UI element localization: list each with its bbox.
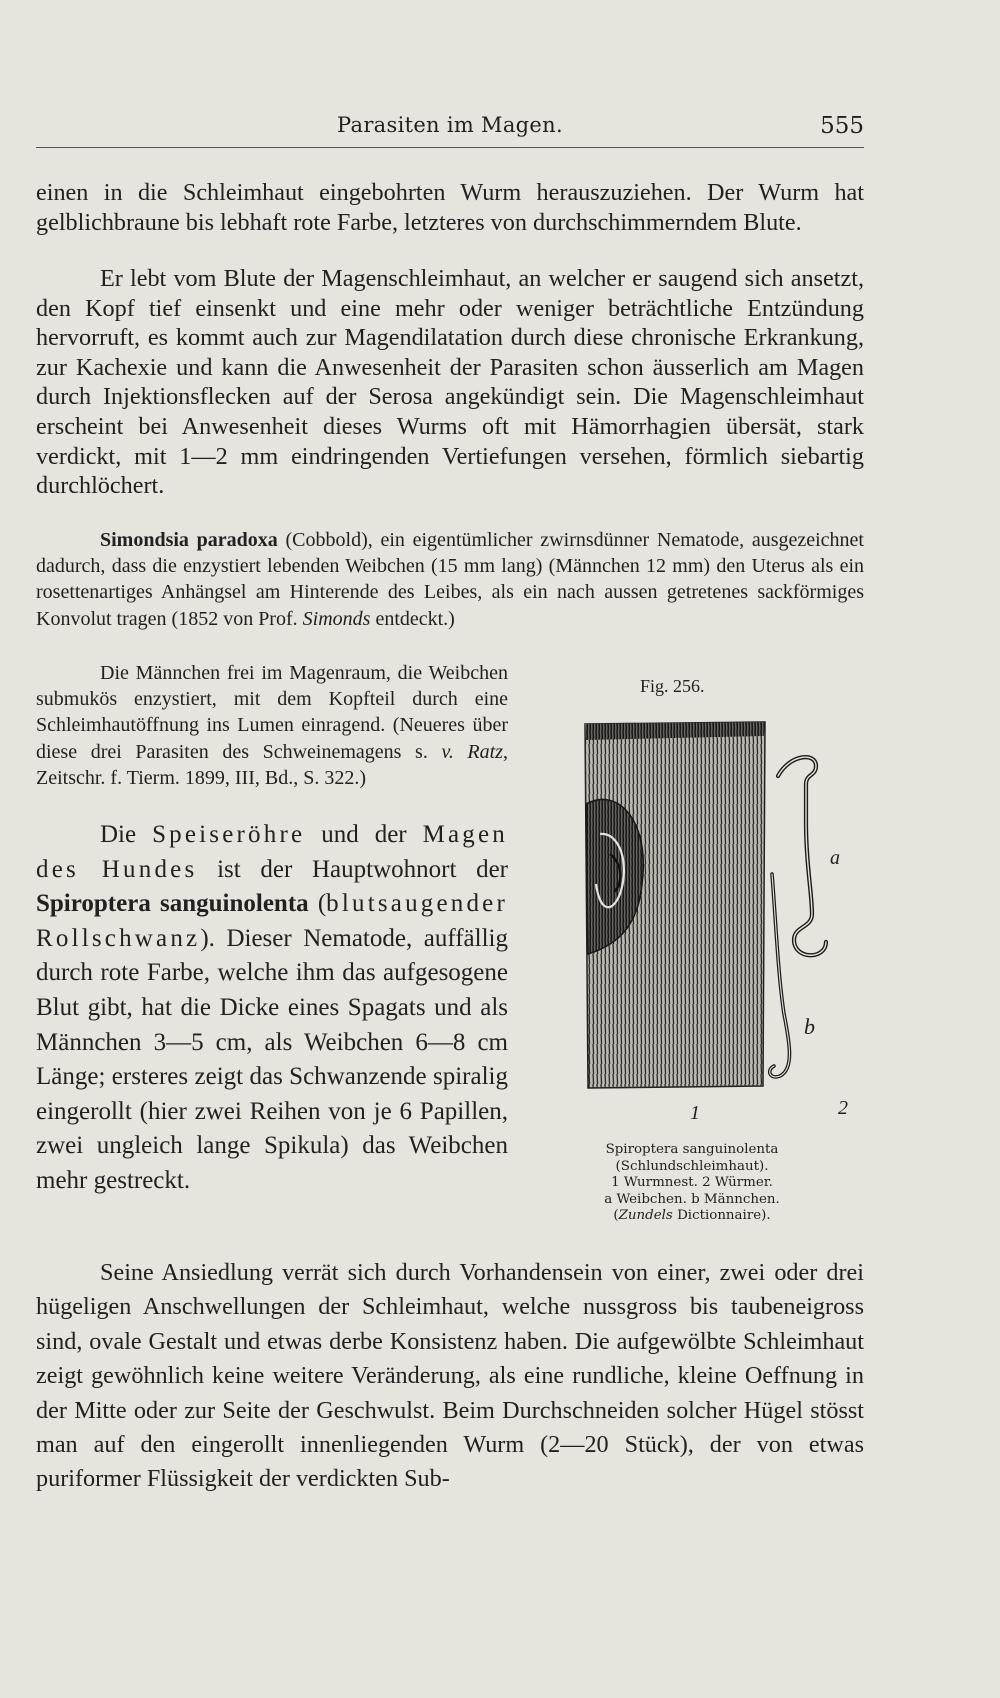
caption-line-4: (Zundels Dictionnaire). xyxy=(613,1208,771,1223)
spiroptera-engraving xyxy=(580,714,865,1124)
simondsia-end: entdeckt.) xyxy=(370,607,455,630)
page-header xyxy=(36,113,864,148)
caption-line-1: Spiroptera sanguinolenta (Schlundschleimhaut). xyxy=(605,1142,779,1174)
figure-label: Fig. 256. xyxy=(640,676,705,696)
figure-illustration xyxy=(580,714,865,1124)
reference-ratz: v. Ratz xyxy=(441,740,503,763)
spaced-magen-des-hundes: Magen des Hundes xyxy=(36,821,508,883)
spiroptera-text-d: ( xyxy=(308,890,327,918)
running-title: Parasiten im Magen. xyxy=(337,113,563,137)
paragraph-simondsia xyxy=(36,527,864,632)
figure-letter-a: a xyxy=(830,847,840,869)
spaced-speiseroehre: Speiseröhre xyxy=(152,821,306,848)
spaced-blutsaugender-rollschwanz: blutsaugender Rollschwanz xyxy=(36,890,508,952)
maennchen-text: Die Männchen frei im Magenraum, die Weibchen submukös enzystiert, mit dem Kopfteil durch eine Schleimhautöffnung ins Lumen einragend. (Neueres über diese drei Parasiten des Schweinemagens s. xyxy=(36,662,508,763)
figure-letter-b: b xyxy=(804,1014,815,1039)
figure-number-2: 2 xyxy=(838,1097,848,1119)
worm-female xyxy=(778,757,826,955)
figure-caption xyxy=(540,1142,844,1225)
spiroptera-text-c: ist der Hauptwohnort der xyxy=(197,855,508,883)
author-simonds: Simonds xyxy=(302,607,371,630)
species-name-simondsia: Simondsia paradoxa xyxy=(100,529,278,551)
caption-line-3: a Weibchen. b Männchen. xyxy=(604,1191,780,1207)
spiroptera-text-a: Die xyxy=(100,821,153,848)
caption-line-2: 1 Wurmnest. 2 Würmer. xyxy=(611,1175,773,1190)
paragraph-1: einen in die Schleimhaut eingebohrten Wurm herauszuziehen. Der Wurm hat gelblichbraune bis lebhaft rote Farbe, letzteres von durchschimmerndem Blute. xyxy=(36,179,864,236)
spiroptera-text-b: und der xyxy=(305,821,423,848)
paragraph-maennchen xyxy=(36,660,508,791)
simondsia-text: (Cobbold), ein eigentümlicher zwirnsdünner Nematode, ausgezeichnet dadurch, dass die enzystiert lebenden Weibchen (15 mm lang) (Männchen 12 mm) den Uterus als ein rosettenartiges Anhängsel am Hinterende des Leibes, als ein nach aussen getretenes sackförmiges Konvolut tragen (1852 von Prof. xyxy=(36,529,864,630)
page-number: 555 xyxy=(820,113,864,139)
paragraph-2: Er lebt vom Blute der Magenschleimhaut, an welcher er saugend sich ansetzt, den Kopf tief einsenkt und eine mehr oder weniger beträchtliche Entzündung hervorruft, es kommt auch zur Magendilatation durch diese chronische Erkrankung, zur Kachexie und kann die Anwesenheit der Parasiten schon äusserlich am Magen durch Injektionsflecken auf der Serosa angekündigt sein. Die Magenschleimhaut erscheint bei Anwesenheit dieses Wurms oft mit Hämorrhagien übersät, stark verdickt, mit 1—2 mm eindringenden Vertiefungen versehen, förmlich siebartig durchlöchert. xyxy=(36,265,864,500)
caption-source: Dictionnaire). xyxy=(672,1208,771,1223)
species-name-spiroptera: Spiroptera sanguinolenta xyxy=(36,890,309,918)
figure-number-1: 1 xyxy=(690,1102,700,1124)
paragraph-spiroptera xyxy=(36,818,508,1199)
paragraph-ansiedlung: Seine Ansiedlung verrät sich durch Vorhandensein von einer, zwei oder drei hügeligen Anschwellungen der Schleimhaut, welche nussgross bis taubeneigross sind, ovale Gestalt und etwas derbe Konsistenz haben. Die aufgewölbte Schleimhaut zeigt gewöhnlich keine weitere Veränderung, als eine rundliche, kleine Oeffnung in der Mitte oder zur Seite der Geschwulst. Beim Durchschneiden solcher Hügel stösst man auf den eingerollt innenliegenden Wurm (2—20 Stück), der von etwas puriformer Flüssigkeit der verdickten Sub- xyxy=(36,1259,864,1493)
caption-author: Zundels xyxy=(618,1208,673,1223)
spiroptera-text-e: ). Dieser Nematode, auffällig durch rote Farbe, welche ihm das aufgesogene Blut gibt, hat die Dicke eines Spagats und als Männchen 3—5 cm, als Weibchen 6—8 cm Länge; ersteres zeigt das Schwanzende spiralig eingerollt (hier zwei Reihen von je 6 Papillen, zwei ungleich lange Spikula) das Weibchen mehr gestreckt. xyxy=(36,924,508,1194)
maennchen-end: , Zeitschr. f. Tierm. 1899, III, Bd., S. 322.) xyxy=(36,740,508,789)
